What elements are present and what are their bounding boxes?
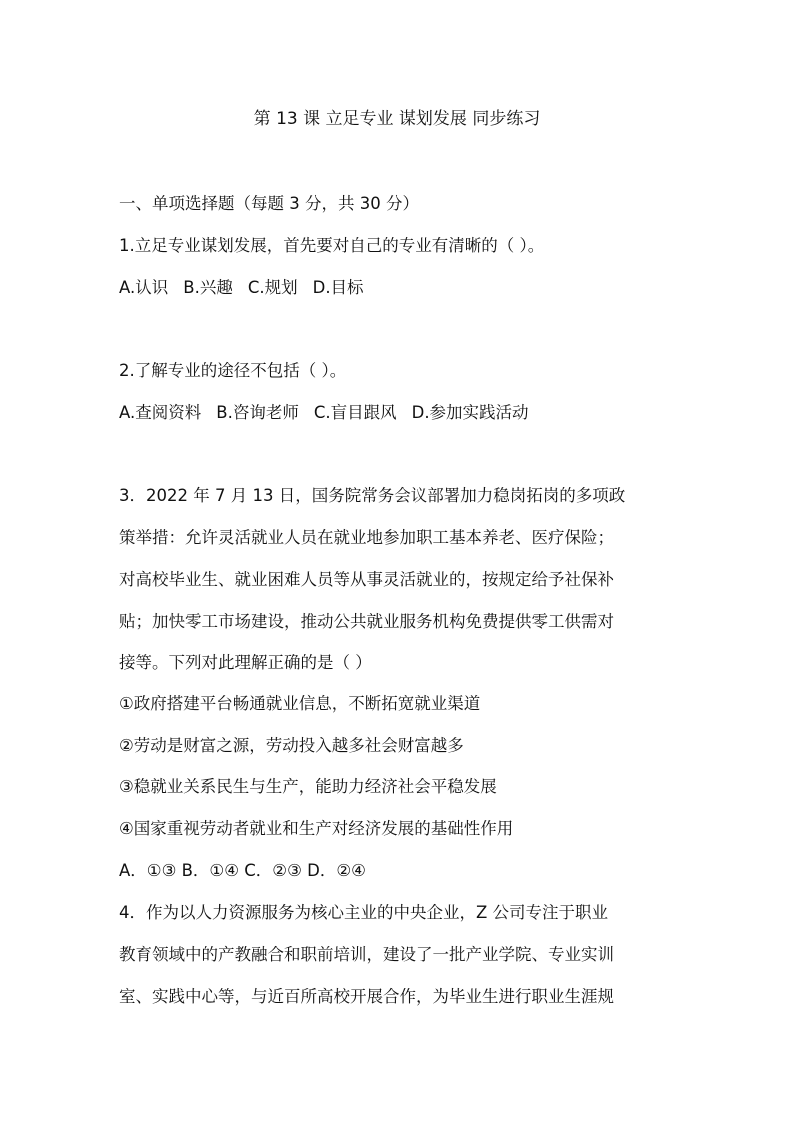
q3-statement-4: ④国家重视劳动者就业和生产对经济发展的基础性作用	[119, 819, 514, 838]
q1-stem: 1.立足专业谋划发展，首先要对自己的专业有清晰的（ ）。	[119, 236, 545, 255]
page-title: 第 13 课 立足专业 谋划发展 同步练习	[253, 109, 541, 129]
section-heading: 一、单项选择题（每题 3 分，共 30 分）	[119, 194, 419, 213]
q1-option-b: B.兴趣	[183, 278, 233, 297]
q3-line: 接等。下列对此理解正确的是（ ）	[119, 653, 372, 672]
q2-option-c: C.盲目跟风	[313, 403, 397, 422]
q3-line: 策举措：允许灵活就业人员在就业地参加职工基本养老、医疗保险；	[119, 528, 614, 547]
q3-options: A．①③ B．①④ C．②③ D．②④	[119, 861, 366, 880]
q1-options	[119, 274, 379, 298]
q2-option-d: D.参加实践活动	[411, 403, 529, 422]
q3-line: 3．2022 年 7 月 13 日，国务院常务会议部署加力稳岗拓岗的多项政	[119, 486, 626, 505]
q2-stem: 2.了解专业的途径不包括（ ）。	[119, 361, 347, 380]
q2-option-b: B.咨询老师	[216, 403, 299, 422]
q1-option-d: D.目标	[312, 278, 364, 297]
q3-statement-2: ②劳动是财富之源，劳动投入越多社会财富越多	[119, 736, 464, 755]
q2-options	[119, 399, 544, 423]
q1-option-c: C.规划	[247, 278, 298, 297]
q4-line: 教育领域中的产教融合和职前培训，建设了一批产业学院、专业实训	[119, 945, 614, 964]
q4-line: 4．作为以人力资源服务为核心主业的中央企业，Z 公司专注于职业	[119, 903, 609, 922]
q3-line: 贴；加快零工市场建设，推动公共就业服务机构免费提供零工供需对	[119, 612, 614, 631]
q3-statement-3: ③稳就业关系民生与生产，能助力经济社会平稳发展	[119, 777, 497, 796]
q1-option-a: A.认识	[119, 278, 169, 297]
q3-line: 对高校毕业生、就业困难人员等从事灵活就业的，按规定给予社保补	[119, 570, 614, 589]
q4-line: 室、实践中心等，与近百所高校开展合作，为毕业生进行职业生涯规	[119, 987, 614, 1006]
q2-option-a: A.查阅资料	[119, 403, 202, 422]
q3-statement-1: ①政府搭建平台畅通就业信息，不断拓宽就业渠道	[119, 694, 481, 713]
